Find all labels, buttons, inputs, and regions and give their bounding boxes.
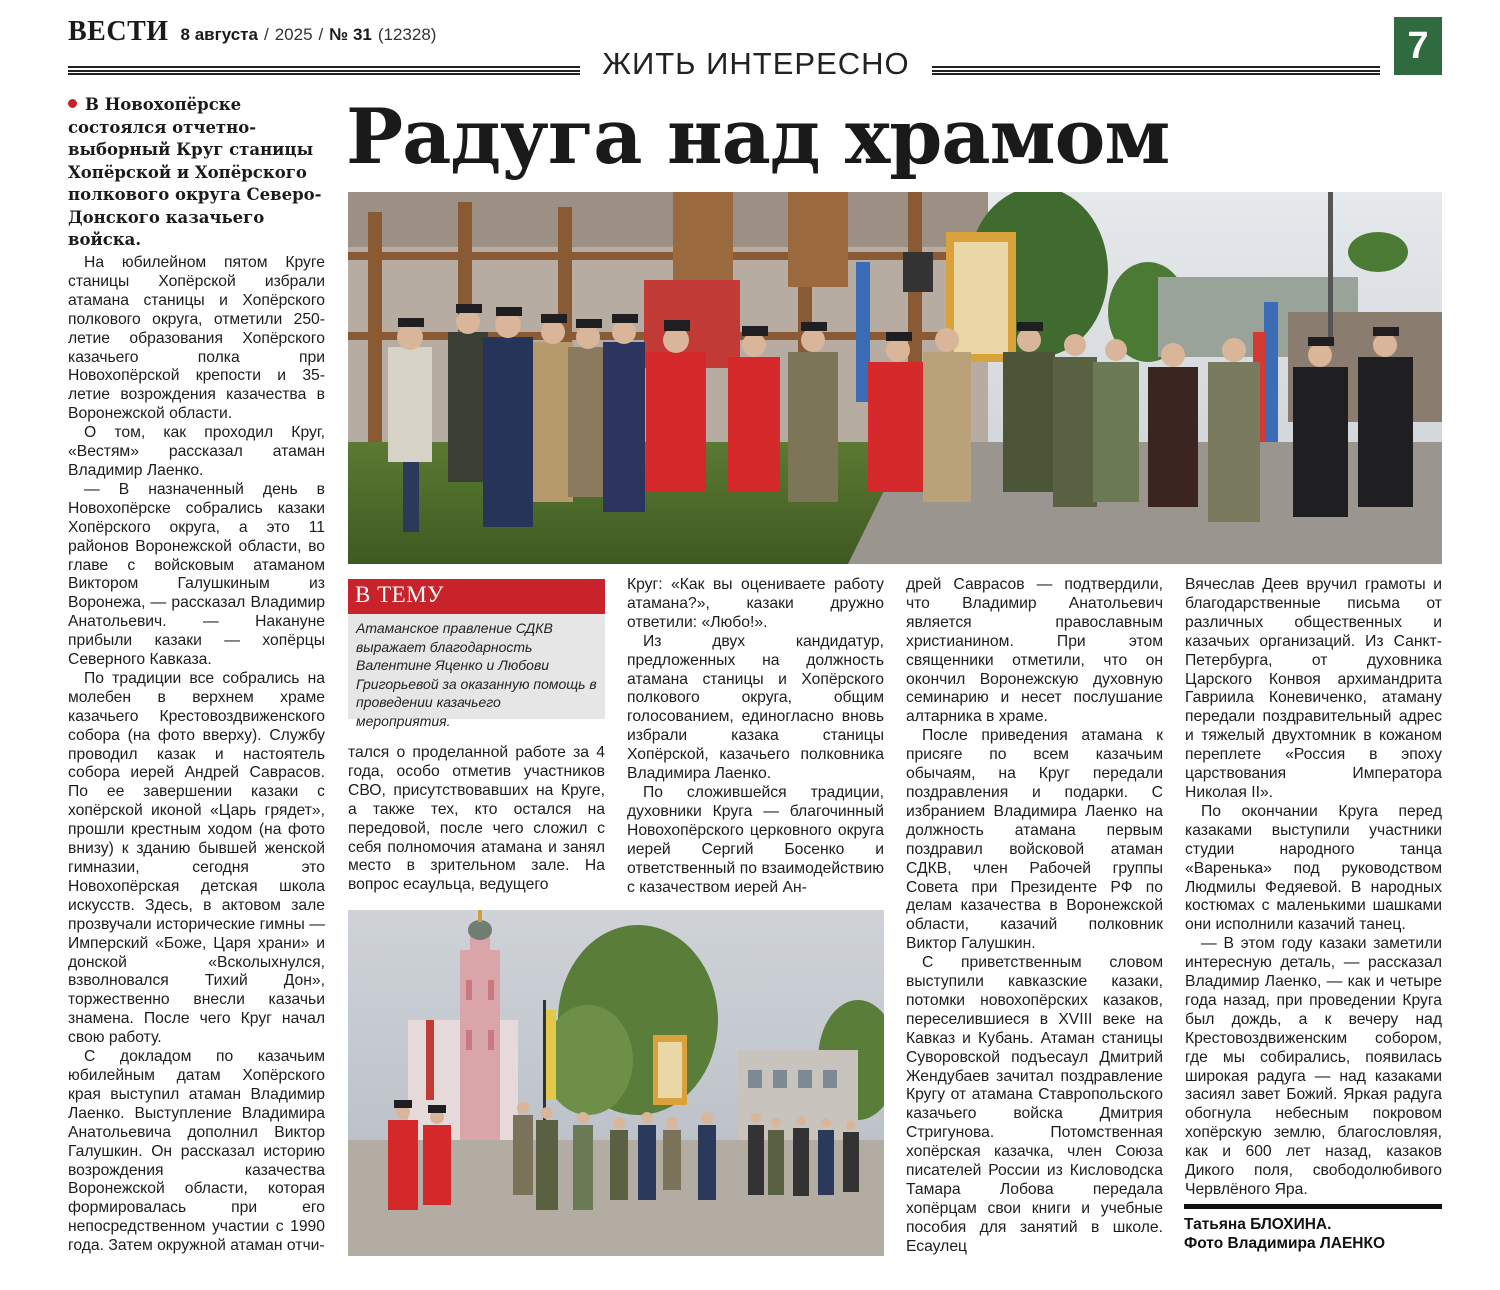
article-signature	[1184, 1215, 1385, 1253]
paragraph: Из двух кандидатур, предложенных на должность атамана станицы и Хопёрского полкового округа, общим голосованием, единогласно вновь избрали казака станицы Хопёрской, казачьего полковника Владимира Лаенко.	[627, 632, 884, 783]
sidebar-box-text: Атаманское правление СДКВ выражает благодарность Валентине Яценко и Любови Григорьевой за оказанную помощь в проведении казачьего мероприятия.	[356, 620, 597, 729]
lead-text: В Новохопёрске состоялся отчетно-выборный Круг станицы Хопёрской и Хопёрского полкового округа Северо-Донского казачьего войска.	[68, 95, 322, 249]
article-column-2	[348, 744, 605, 896]
page-number: 7	[1394, 17, 1442, 75]
paragraph: — В назначенный день в Новохопёрске собрались казаки Хопёрского округа, а это 11 районов Воронежской области, во главе с войсковым атаманом Виктором Галушкиным из Воронежа, — рассказал Владимир Анатольевич. — Накануне прибыли казаки — хопёрцы Северного Кавказа.	[68, 480, 325, 669]
group-photo-illustration	[348, 192, 1442, 564]
paragraph: По традиции все собрались на молебен в верхнем храме казачьего Крестовоздвиженского собора (на фото вверху). Службу проводил казак и настоятель собора иерей Андрей Саврасов. По ее завершении казаки с хопёрской иконой «Царь грядет», прошли крестным ходом (на фото внизу) к зданию бывшей женской гимназии, сегодня это Новохопёрская детская школа искусств. Здесь, в актовом зале прозвучали исторические гимны — Имперский «Боже, Царя храни» и донской «Всколыхнулся, взволновался Тихий Дон», торжественно внесли казачьи знамена. После чего Круг начал свою работу.	[68, 669, 325, 1047]
paragraph: С приветственным словом выступили кавказские казаки, потомки новохопёрских казаков, переселившиеся в XVIII веке на Кавказ и Кубань. Атаман станицы Суворовской подъесаул Дмитрий Жендубаев зачитал поздравление Кругу от атамана Ставропольского казачьего войска Дмитрия Стригунова. Потомственная хопёрская казачка, член Союза писателей России из Кисловодска Тамара Лобова передала хопёрцам свои книги и учебные пособия для занятий в школе. Есаулец	[906, 954, 1163, 1255]
newspaper-name: ВЕСТИ	[68, 16, 169, 47]
article-column-4	[906, 576, 1163, 1260]
article-column-1	[68, 254, 325, 1260]
paragraph: О том, как проходил Круг, «Вестям» рассказал атаман Владимир Лаенко.	[68, 424, 325, 479]
issue-number: № 31	[329, 25, 372, 44]
article-column-5	[1185, 576, 1442, 1200]
article-headline: Радуга над храмом	[346, 92, 1170, 181]
paragraph: После приведения атамана к присяге по всем казачьим обычаям, на Круг передали поздравления и подарки. С избранием Владимира Лаенко на должность атамана первым поздравил войсковой атаман СДКВ, член Рабочей группы Совета при Президенте РФ по делам казачества в Воронежской области, казачий полковник Виктор Галушкин.	[906, 727, 1163, 953]
paragraph: тался о проделанной работе за 4 года, особо отметив участников СВО, присутствовавших на Круге, а также тех, кто остался на передовой, после чего сложил с себя полномочия атамана и занял место в зрительном зале. На вопрос есаульца, ведущего	[348, 744, 605, 894]
photo-cossacks-at-cathedral	[348, 192, 1442, 564]
photo-credit: Фото Владимира ЛАЕНКО	[1184, 1235, 1386, 1252]
masthead-separator: /	[318, 25, 324, 44]
article-column-3	[627, 576, 884, 896]
issue-total-number: (12328)	[377, 25, 437, 44]
sidebar-box	[348, 579, 605, 729]
rubric-rule-right	[932, 66, 1380, 75]
paragraph: С докладом по казачьим юбилейным датам Хопёрского края выступил атаман Владимир Лаенко. Выступление Владимира Анатольевича дополнил Виктор Галушкин. Он рассказал историю возрождения казачества Воронежской области, которая формировалась при его непосредственном участии с 1990 года. Затем окружной атаман отчи-	[68, 1048, 325, 1255]
masthead	[68, 16, 436, 52]
photo-cross-procession	[348, 910, 884, 1256]
rubric-title: ЖИТЬ ИНТЕРЕСНО	[602, 46, 910, 81]
masthead-separator: /	[263, 25, 269, 44]
issue-date: 8 августа	[180, 25, 258, 44]
procession-photo-illustration	[348, 910, 884, 1256]
paragraph: По сложившейся традиции, духовники Круга — благочинный Новохопёрского церковного округа иерей Сергий Босенко и ответственный по взаимодействию с казачеством иерей Ан-	[627, 783, 884, 896]
issue-year: 2025	[274, 25, 313, 44]
paragraph: Круг: «Как вы оцениваете работу атамана?», казаки дружно ответили: «Любо!».	[627, 576, 884, 631]
author-name: Татьяна БЛОХИНА.	[1184, 1216, 1332, 1233]
paragraph: По окончании Круга перед казаками выступили участники студии народного танца «Варенька» под руководством Людмилы Федяевой. В народных костюмах с маленькими шашками они исполнили казачий танец.	[1185, 802, 1442, 934]
paragraph: дрей Саврасов — подтвердили, что Владимир Анатольевич является православным христианином. При этом священники отметили, что он окончил Воронежскую духовную семинарию и несет послушание алтарника в храме.	[906, 576, 1163, 726]
sidebar-box-title: В ТЕМУ	[348, 579, 605, 614]
rubric-rule-left	[68, 66, 580, 75]
paragraph: На юбилейном пятом Круге станицы Хопёрской избрали атамана станицы и Хопёрского полкового округа, отметили 250-летие образования Хопёрского казачьего полка при Новохопёрской крепости и 35-летие возрождения казачества в Воронежской области.	[68, 254, 325, 423]
signature-rule	[1184, 1204, 1442, 1209]
paragraph: Вячеслав Деев вручил грамоты и благодарственные письма от различных общественных и казачьих организаций. Из Санкт-Петербурга, от духовника Царского Конвоя архимандрита Гавриила Коневиченко, атаману передали поздравительный адрес и тяжелый двухтомник в кожаном переплете «Россия в эпоху царствования Императора Николая II».	[1185, 576, 1442, 801]
bullet-dot	[68, 99, 77, 108]
paragraph: — В этом году казаки заметили интересную деталь, — рассказал Владимир Лаенко, — как и четыре года назад, при проведении Круга был дождь, а к вечеру над Крестовоздвиженским собором, где мы собирались, появилась широкая радуга — над казаками засиял завет Божий. Яркая радуга обогнула небесным покровом хопёрскую землю, благословляя, как и 600 лет назад, казаков Дикого поля, свободолюбивого Червлёного Яра.	[1185, 935, 1442, 1198]
article-lead	[68, 94, 328, 252]
